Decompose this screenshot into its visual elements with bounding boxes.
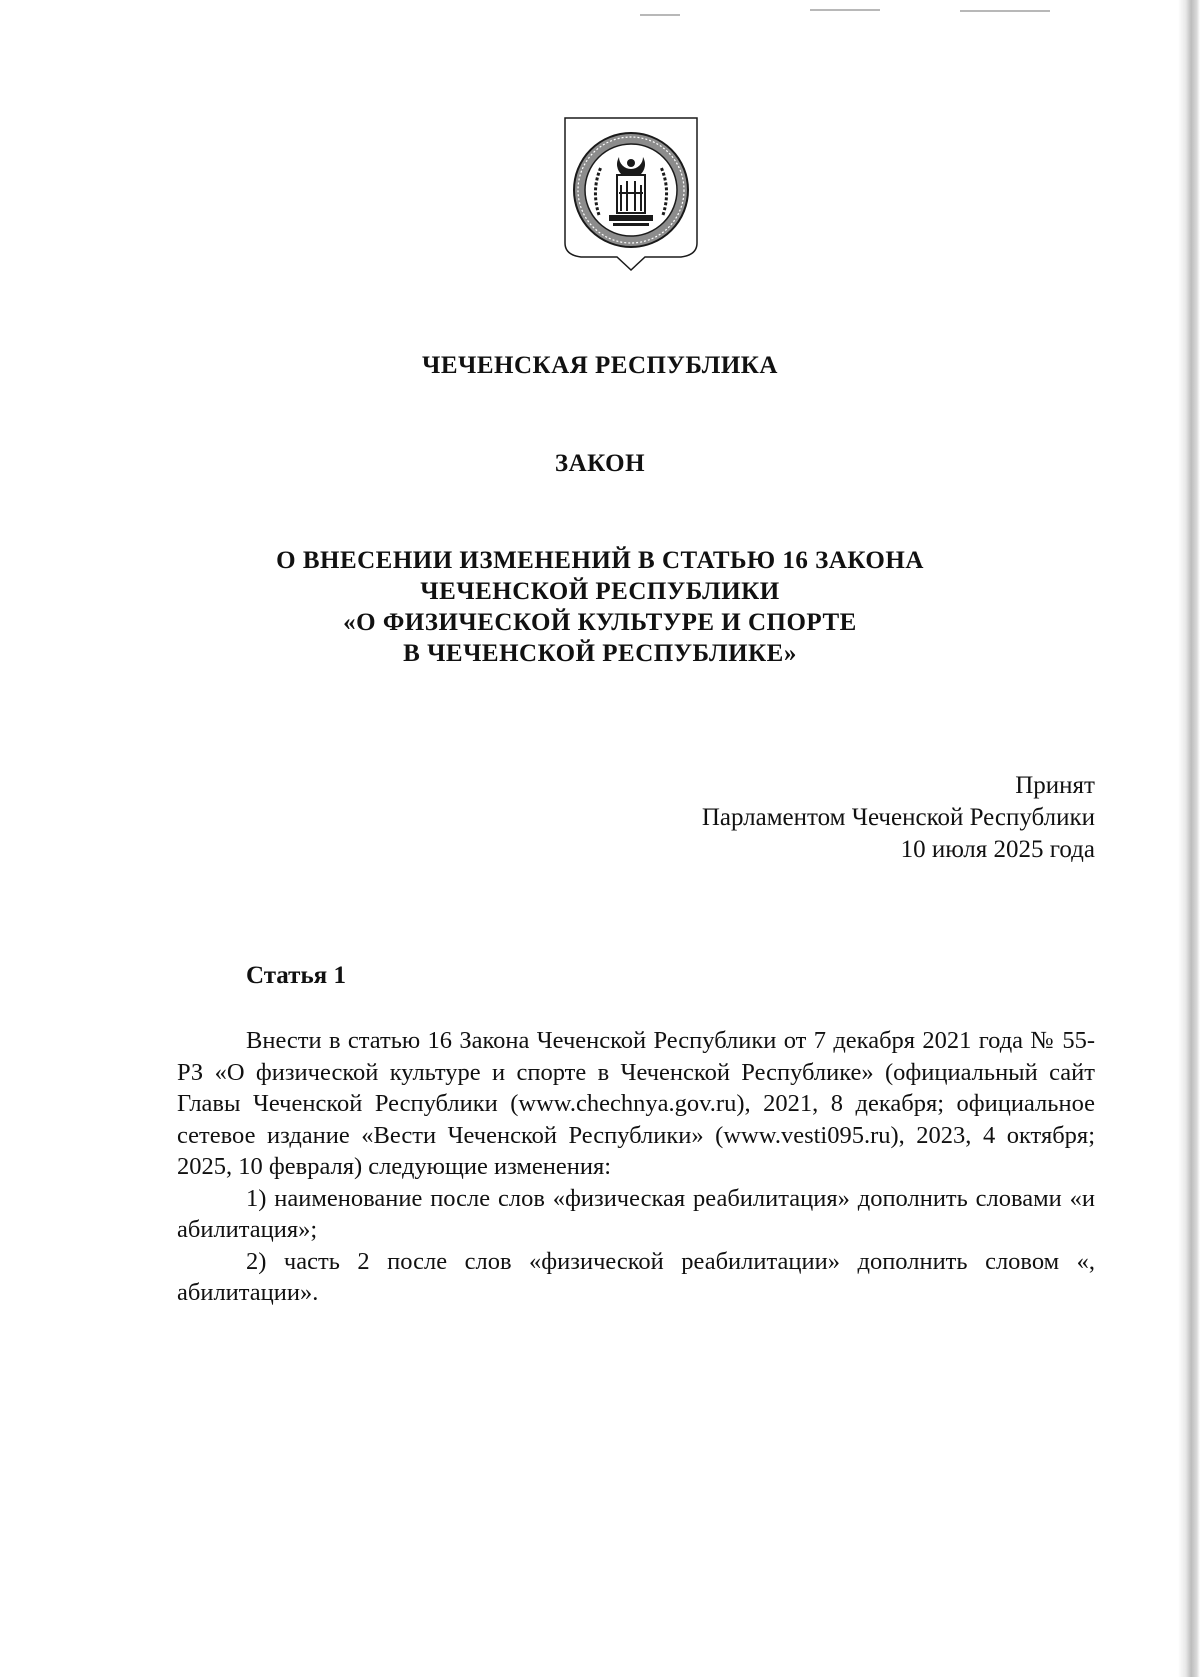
scan-artifact [810,9,880,11]
adoption-block [702,770,1095,866]
law-title-line: О ВНЕСЕНИИ ИЗМЕНЕНИЙ В СТАТЬЮ 16 ЗАКОНА [276,547,924,574]
article-body [177,1025,1095,1309]
adoption-date: 10 июля 2025 года [900,836,1095,863]
scan-artifact [960,10,1050,12]
law-title-line: «О ФИЗИЧЕСКОЙ КУЛЬТУРЕ И СПОРТЕ [343,609,857,636]
article-paragraph: Внести в статью 16 Закона Чеченской Республики от 7 декабря 2021 года № 55-РЗ «О физической культуре и спорте в Чеченской Республике» (официальный сайт Главы Чеченской Республики (www.chechnya.gov.ru), 2021, 8 декабря; официальное сетевое издание «Вести Чеченской Республики» (www.vesti095.ru), 2023, 4 октября; 2025, 10 февраля) следующие изменения: [177,1027,1095,1180]
scan-page-edge [1178,0,1200,1677]
article-paragraph: 1) наименование после слов «физическая реабилитация» дополнить словами «и абилитация»; [177,1184,1095,1243]
document-type-heading: ЗАКОН [554,450,646,477]
republic-heading: ЧЕЧЕНСКАЯ РЕСПУБЛИКА [422,352,778,379]
adoption-body: Парламентом Чеченской Республики [701,804,1095,831]
law-title [0,545,1200,669]
coat-of-arms-icon [561,115,701,280]
law-title-line: В ЧЕЧЕНСКОЙ РЕСПУБЛИКЕ» [403,640,797,667]
article-title: Статья 1 [246,962,346,989]
law-title-line: ЧЕЧЕНСКОЙ РЕСПУБЛИКИ [420,578,780,605]
article-paragraph: 2) часть 2 после слов «физической реабилитации» дополнить словом «, абилитации». [177,1247,1095,1306]
adoption-status: Принят [1015,772,1095,799]
scan-artifact [640,14,680,16]
